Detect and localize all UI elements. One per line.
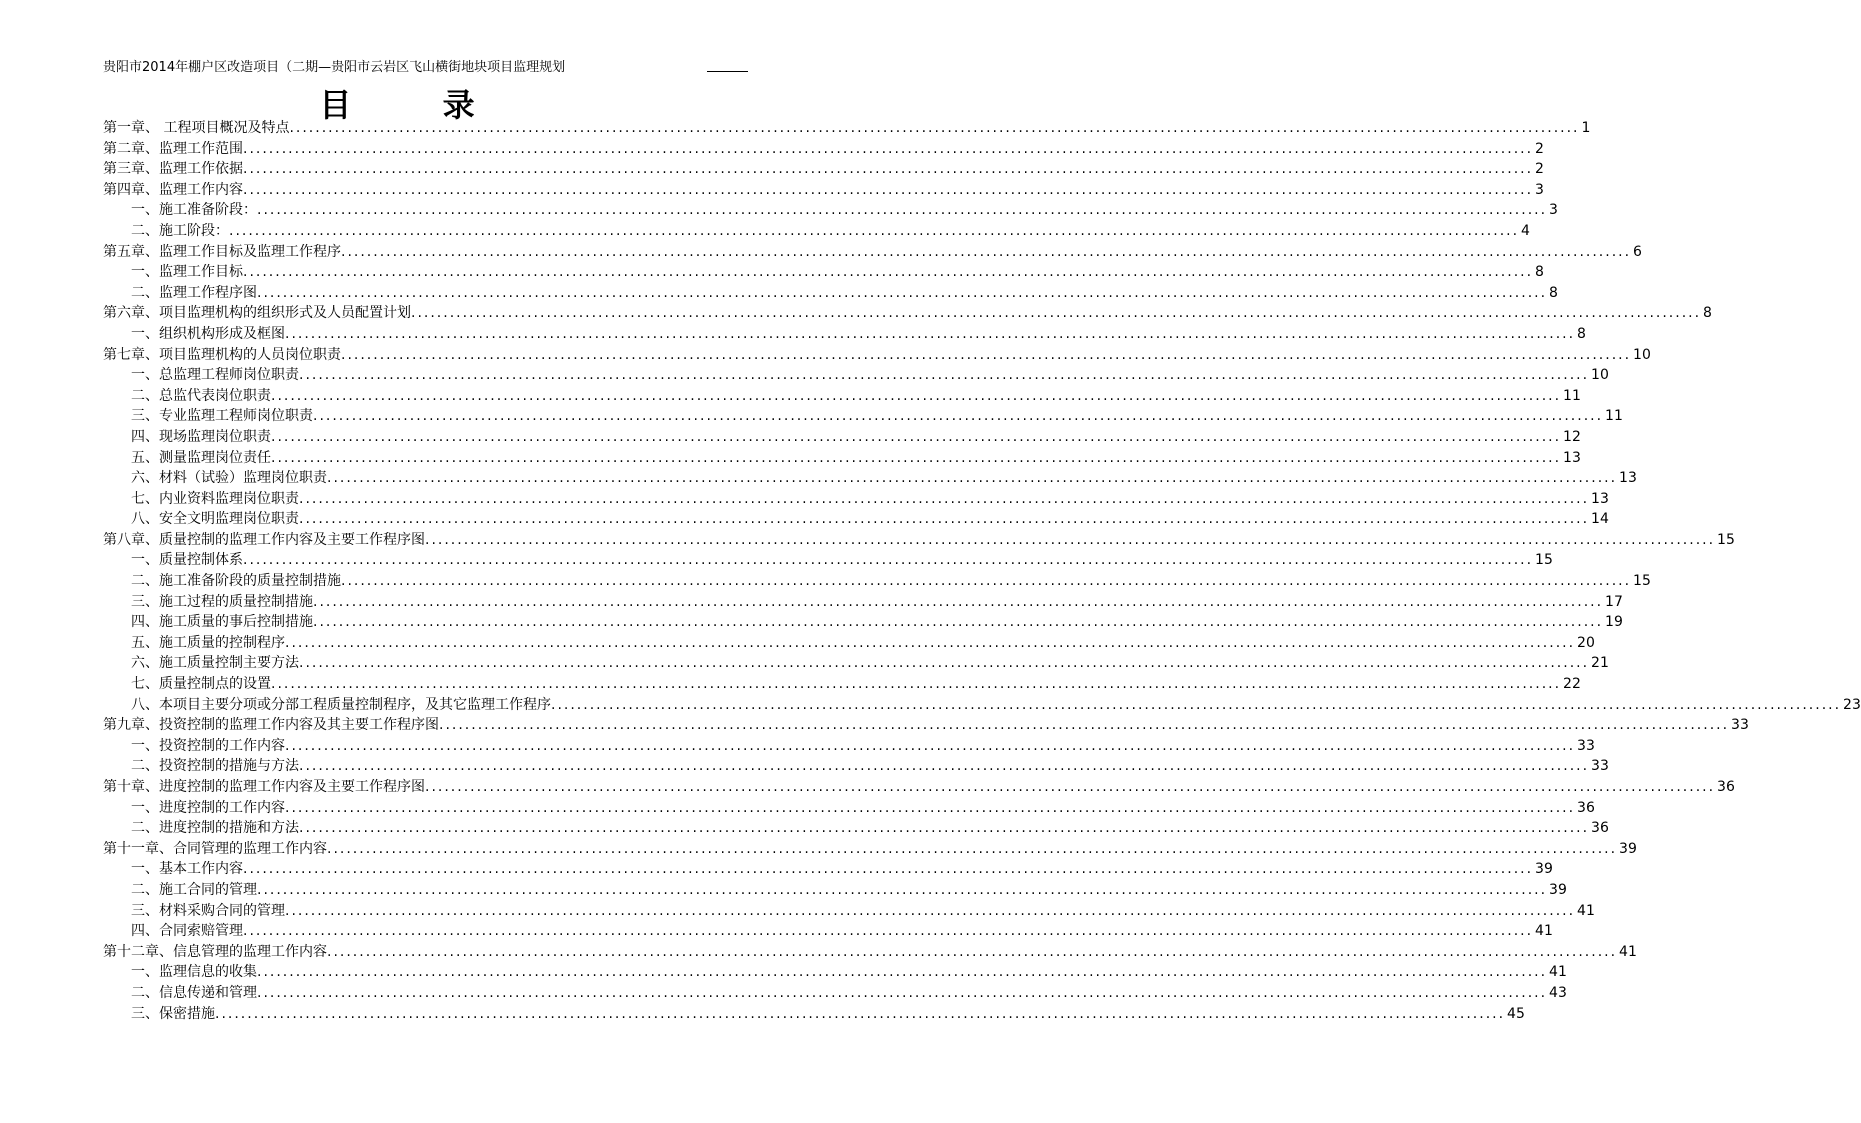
- toc-dot-leader: ........................................................................................................................................................................................................: [243, 552, 1534, 569]
- toc-entry-label: 一、监理工作目标: [131, 264, 243, 281]
- toc-entry-label: 四、现场监理岗位职责: [131, 428, 271, 445]
- toc-entry-page: 41: [1549, 964, 1567, 981]
- toc-entry-page: 6: [1633, 243, 1642, 260]
- toc-entry-page: 11: [1563, 387, 1581, 404]
- toc-entry-page: 14: [1591, 511, 1609, 528]
- page-header: [103, 56, 748, 76]
- toc-entry-label: 一、质量控制体系: [131, 552, 243, 569]
- toc-entry[interactable]: [103, 859, 1553, 880]
- toc-entry-page: 15: [1717, 531, 1735, 548]
- header-underline: [707, 71, 748, 72]
- toc-entry-page: 43: [1549, 984, 1567, 1001]
- toc-entry[interactable]: [103, 530, 1735, 551]
- toc-entry-page: 10: [1633, 346, 1651, 363]
- toc-dot-leader: ........................................................................................................................................................................................................: [327, 943, 1618, 960]
- toc-entry-label: 二、施工阶段：: [131, 222, 229, 239]
- toc-entry-page: 13: [1563, 449, 1581, 466]
- toc-entry-label: 第十二章、信息管理的监理工作内容: [103, 943, 327, 960]
- toc-dot-leader: ........................................................................................................................................................................................................: [257, 202, 1548, 219]
- toc-dot-leader: ........................................................................................................................................................................................................: [257, 964, 1548, 981]
- toc-entry-page: 4: [1521, 222, 1530, 239]
- toc-entry[interactable]: [103, 983, 1567, 1004]
- toc-entry[interactable]: [103, 200, 1558, 221]
- toc-entry-label: 第八章、质量控制的监理工作内容及主要工作程序图: [103, 531, 425, 548]
- toc-entry[interactable]: [103, 550, 1553, 571]
- toc-entry[interactable]: [103, 942, 1637, 963]
- toc-entry-label: 二、总监代表岗位职责: [131, 387, 271, 404]
- toc-entry-label: 三、材料采购合同的管理: [131, 902, 285, 919]
- toc-entry[interactable]: [103, 406, 1623, 427]
- toc-entry[interactable]: [103, 571, 1651, 592]
- toc-entry-label: 第三章、监理工作依据: [103, 161, 243, 178]
- toc-dot-leader: ........................................................................................................................................................................................................: [243, 140, 1534, 157]
- toc-entry-label: 八、安全文明监理岗位职责: [131, 511, 299, 528]
- toc-entry-page: 8: [1549, 284, 1558, 301]
- toc-entry-label: 二、进度控制的措施和方法: [131, 820, 299, 837]
- toc-entry-label: 一、投资控制的工作内容: [131, 737, 285, 754]
- toc-entry[interactable]: [103, 159, 1544, 180]
- toc-entry-page: 36: [1717, 779, 1735, 795]
- toc-dot-leader: ........................................................................................................................................................................................................: [257, 881, 1548, 898]
- toc-entry-page: 8: [1703, 305, 1712, 322]
- toc-entry-page: 36: [1577, 799, 1595, 816]
- toc-entry-page: 10: [1591, 367, 1609, 384]
- toc-entry-page: 3: [1535, 181, 1544, 198]
- toc-entry-page: 13: [1619, 470, 1637, 487]
- toc-dot-leader: ........................................................................................................................................................................................................: [285, 634, 1576, 651]
- toc-entry-page: 39: [1549, 881, 1567, 898]
- toc-entry-page: 41: [1535, 923, 1553, 940]
- toc-entry-page: 13: [1591, 490, 1609, 507]
- toc-dot-leader: ........................................................................................................................................................................................................: [313, 614, 1604, 631]
- toc-dot-leader: ........................................................................................................................................................................................................: [299, 655, 1590, 672]
- toc-entry-page: 3: [1549, 202, 1558, 219]
- toc-entry-page: 45: [1507, 1005, 1525, 1022]
- toc-dot-leader: ........................................................................................................................................................................................................: [243, 861, 1534, 878]
- toc-dot-leader: ........................................................................................................................................................................................................: [411, 305, 1702, 322]
- toc-entry-label: 二、施工合同的管理: [131, 881, 257, 898]
- toc-entry-label: 四、施工质量的事后控制措施: [131, 614, 313, 631]
- toc-entry[interactable]: [103, 509, 1609, 530]
- toc-entry-label: 五、测量监理岗位责任: [131, 449, 271, 466]
- toc-entry[interactable]: [103, 674, 1581, 695]
- table-of-contents: [103, 118, 1861, 1024]
- toc-entry-label: 第十章、进度控制的监理工作内容及主要工作程序图: [103, 779, 425, 795]
- toc-entry[interactable]: [103, 303, 1712, 324]
- toc-entry-page: 21: [1591, 655, 1609, 672]
- toc-dot-leader: ........................................................................................................................................................................................................: [285, 902, 1576, 919]
- toc-dot-leader: ........................................................................................................................................................................................................: [285, 737, 1576, 754]
- toc-entry-label: 一、监理信息的收集: [131, 964, 257, 981]
- toc-entry[interactable]: [103, 242, 1642, 263]
- toc-dot-leader: ........................................................................................................................................................................................................: [289, 120, 1580, 136]
- toc-entry[interactable]: [103, 633, 1595, 654]
- toc-dot-leader: ........................................................................................................................................................................................................: [551, 696, 1842, 713]
- toc-entry-label: 第四章、监理工作内容: [103, 181, 243, 198]
- toc-entry-label: 二、监理工作程序图: [131, 284, 257, 301]
- toc-entry[interactable]: [103, 180, 1544, 201]
- toc-entry[interactable]: [103, 221, 1530, 242]
- toc-dot-leader: ........................................................................................................................................................................................................: [439, 717, 1730, 734]
- toc-dot-leader: ........................................................................................................................................................................................................: [425, 779, 1716, 795]
- toc-entry-label: 第九章、投资控制的监理工作内容及其主要工作程序图: [103, 717, 439, 734]
- toc-entry-page: 39: [1535, 861, 1553, 878]
- toc-dot-leader: ........................................................................................................................................................................................................: [271, 449, 1562, 466]
- toc-entry[interactable]: [103, 427, 1581, 448]
- toc-entry-page: 2: [1535, 140, 1544, 157]
- toc-dot-leader: ........................................................................................................................................................................................................: [271, 428, 1562, 445]
- toc-entry-page: 8: [1577, 325, 1586, 342]
- toc-dot-leader: ........................................................................................................................................................................................................: [243, 264, 1534, 281]
- toc-dot-leader: ........................................................................................................................................................................................................: [299, 511, 1590, 528]
- toc-entry-page: 11: [1605, 408, 1623, 425]
- toc-dot-leader: ........................................................................................................................................................................................................: [341, 346, 1632, 363]
- header-text: 贵阳市2014年棚户区改造项目（二期—贵阳市云岩区飞山横街地块项目监理规划: [103, 60, 566, 75]
- toc-entry-label: 三、专业监理工程师岗位职责: [131, 408, 313, 425]
- toc-entry-label: 五、施工质量的控制程序: [131, 634, 285, 651]
- toc-entry-page: 12: [1563, 428, 1581, 445]
- toc-entry-label: 三、施工过程的质量控制措施: [131, 593, 313, 610]
- toc-entry-page: 41: [1577, 902, 1595, 919]
- toc-entry[interactable]: [103, 448, 1581, 469]
- toc-dot-leader: ........................................................................................................................................................................................................: [257, 284, 1548, 301]
- toc-entry-page: 36: [1591, 820, 1609, 837]
- toc-entry-label: 七、内业资料监理岗位职责: [131, 490, 299, 507]
- toc-entry[interactable]: [103, 715, 1749, 736]
- toc-entry-label: 一、进度控制的工作内容: [131, 799, 285, 816]
- toc-dot-leader: ........................................................................................................................................................................................................: [299, 490, 1590, 507]
- toc-entry-page: 20: [1577, 634, 1595, 651]
- toc-entry-page: 33: [1591, 758, 1609, 775]
- toc-dot-leader: ........................................................................................................................................................................................................: [313, 593, 1604, 610]
- toc-dot-leader: ........................................................................................................................................................................................................: [285, 325, 1576, 342]
- toc-dot-leader: ........................................................................................................................................................................................................: [285, 799, 1576, 816]
- toc-entry-page: 22: [1563, 676, 1581, 693]
- toc-entry[interactable]: [103, 756, 1609, 777]
- toc-entry-label: 第五章、监理工作目标及监理工作程序: [103, 243, 341, 260]
- toc-entry[interactable]: [103, 612, 1623, 633]
- toc-entry[interactable]: [103, 901, 1595, 922]
- toc-entry[interactable]: [103, 592, 1623, 613]
- toc-entry[interactable]: [103, 695, 1861, 716]
- toc-entry[interactable]: [103, 818, 1609, 839]
- page-title: 目 录: [319, 86, 515, 124]
- toc-entry[interactable]: [103, 365, 1609, 386]
- toc-entry-page: 1: [1581, 120, 1591, 136]
- toc-entry-label: 一、组织机构形成及框图: [131, 325, 285, 342]
- toc-dot-leader: ........................................................................................................................................................................................................: [425, 531, 1716, 548]
- toc-dot-leader: ........................................................................................................................................................................................................: [215, 1005, 1506, 1022]
- toc-dot-leader: ........................................................................................................................................................................................................: [271, 387, 1562, 404]
- toc-entry[interactable]: [103, 653, 1609, 674]
- toc-entry-label: 一、基本工作内容: [131, 861, 243, 878]
- toc-dot-leader: ........................................................................................................................................................................................................: [299, 758, 1590, 775]
- toc-entry[interactable]: [103, 798, 1595, 819]
- toc-entry[interactable]: [103, 921, 1553, 942]
- toc-dot-leader: ........................................................................................................................................................................................................: [327, 840, 1618, 857]
- toc-entry-page: 2: [1535, 161, 1544, 178]
- toc-entry[interactable]: [103, 962, 1567, 983]
- toc-entry-page: 15: [1633, 573, 1651, 590]
- toc-entry[interactable]: [103, 345, 1651, 366]
- toc-entry-page: 33: [1731, 717, 1749, 734]
- toc-entry-label: 三、保密措施: [131, 1005, 215, 1022]
- toc-dot-leader: ........................................................................................................................................................................................................: [299, 367, 1590, 384]
- toc-dot-leader: ........................................................................................................................................................................................................: [327, 470, 1618, 487]
- toc-entry-label: 八、本项目主要分项或分部工程质量控制程序，及其它监理工作程序: [131, 696, 551, 713]
- toc-entry[interactable]: [103, 118, 1591, 139]
- toc-dot-leader: ........................................................................................................................................................................................................: [341, 243, 1632, 260]
- toc-entry-label: 二、信息传递和管理: [131, 984, 257, 1001]
- toc-entry[interactable]: [103, 324, 1586, 345]
- toc-dot-leader: ........................................................................................................................................................................................................: [243, 181, 1534, 198]
- toc-dot-leader: ........................................................................................................................................................................................................: [313, 408, 1604, 425]
- toc-entry[interactable]: [103, 262, 1544, 283]
- toc-entry-label: 第十一章、合同管理的监理工作内容: [103, 840, 327, 857]
- toc-entry[interactable]: [103, 1004, 1525, 1025]
- toc-entry-label: 二、施工准备阶段的质量控制措施: [131, 573, 341, 590]
- toc-dot-leader: ........................................................................................................................................................................................................: [243, 161, 1534, 178]
- toc-entry-label: 第七章、项目监理机构的人员岗位职责: [103, 346, 341, 363]
- toc-entry-label: 一、施工准备阶段：: [131, 202, 257, 219]
- toc-dot-leader: ........................................................................................................................................................................................................: [271, 676, 1562, 693]
- toc-entry-label: 第一章、 工程项目概况及特点: [103, 120, 290, 136]
- toc-dot-leader: ........................................................................................................................................................................................................: [243, 923, 1534, 940]
- toc-entry-label: 第二章、监理工作范围: [103, 140, 243, 157]
- toc-entry[interactable]: [103, 139, 1544, 160]
- toc-entry[interactable]: [103, 777, 1735, 798]
- toc-entry-label: 四、合同索赔管理: [131, 923, 243, 940]
- toc-entry[interactable]: [103, 489, 1609, 510]
- toc-entry-page: 19: [1605, 614, 1623, 631]
- toc-entry-label: 六、施工质量控制主要方法: [131, 655, 299, 672]
- toc-entry-page: 8: [1535, 264, 1544, 281]
- toc-entry-page: 17: [1605, 593, 1623, 610]
- toc-dot-leader: ........................................................................................................................................................................................................: [229, 222, 1520, 239]
- toc-entry[interactable]: [103, 839, 1637, 860]
- toc-entry[interactable]: [103, 283, 1558, 304]
- toc-dot-leader: ........................................................................................................................................................................................................: [257, 984, 1548, 1001]
- toc-entry-label: 二、投资控制的措施与方法: [131, 758, 299, 775]
- toc-entry-label: 一、总监理工程师岗位职责: [131, 367, 299, 384]
- toc-entry-page: 33: [1577, 737, 1595, 754]
- toc-dot-leader: ........................................................................................................................................................................................................: [299, 820, 1590, 837]
- toc-entry[interactable]: [103, 736, 1595, 757]
- toc-entry[interactable]: [103, 880, 1567, 901]
- toc-entry[interactable]: [103, 468, 1637, 489]
- toc-entry-page: 41: [1619, 943, 1637, 960]
- toc-dot-leader: ........................................................................................................................................................................................................: [341, 573, 1632, 590]
- toc-entry-page: 39: [1619, 840, 1637, 857]
- toc-entry-label: 第六章、项目监理机构的组织形式及人员配置计划: [103, 305, 411, 322]
- toc-entry[interactable]: [103, 386, 1581, 407]
- toc-entry-page: 23: [1843, 696, 1861, 713]
- toc-entry-label: 六、材料（试验）监理岗位职责: [131, 470, 327, 487]
- toc-entry-page: 15: [1535, 552, 1553, 569]
- toc-entry-label: 七、质量控制点的设置: [131, 676, 271, 693]
